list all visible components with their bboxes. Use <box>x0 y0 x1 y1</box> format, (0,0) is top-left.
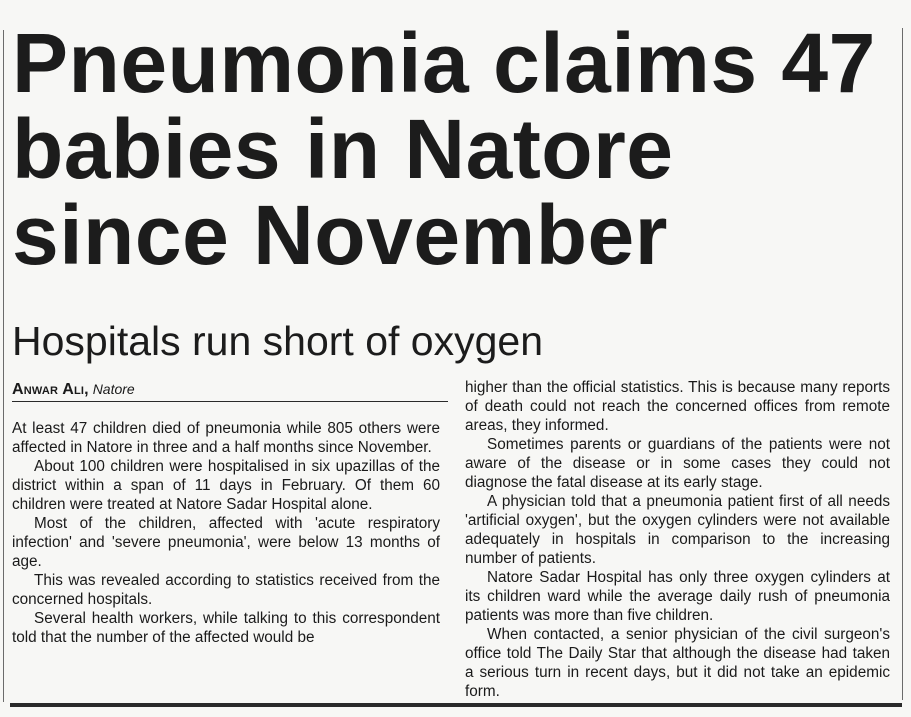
headline-line: since November <box>12 188 668 282</box>
article-paragraph: About 100 children were hospitalised in six upazillas of the district within a span of 11 days in February. Of them 60 children were treated at Natore Sadar Hospital alone. <box>12 458 440 513</box>
article-paragraph: Sometimes parents or guardians of the patients were not aware of the disease or in some cases they could not diagnose the fatal disease at its early stage. <box>465 436 890 491</box>
headline <box>12 16 892 282</box>
article-paragraph: higher than the official statistics. This is because many reports of death could not reach the concerned offices from remote areas, they informed. <box>465 379 890 434</box>
subheadline: Hospitals run short of oxygen <box>12 318 543 364</box>
article-paragraph: Most of the children, affected with 'acute respiratory infection' and 'severe pneumonia', were below 13 months of age. <box>12 515 440 570</box>
right-column-rule <box>902 28 903 700</box>
article-paragraph: At least 47 children died of pneumonia while 805 others were affected in Natore in three and a half months since November. <box>12 420 440 456</box>
byline-location: Natore <box>92 381 135 397</box>
bottom-rule <box>10 703 902 707</box>
article-column-left <box>12 419 440 647</box>
headline-line: Pneumonia claims 47 <box>12 16 876 110</box>
article-paragraph: A physician told that a pneumonia patient first of all needs 'artificial oxygen', but the oxygen cylinders were not available adequately in hospitals in comparison to the increasing number of patients. <box>465 493 890 567</box>
byline-divider <box>12 401 448 402</box>
byline <box>12 380 448 399</box>
article-paragraph: Several health workers, while talking to this correspondent told that the number of the affected would be <box>12 610 440 646</box>
article-paragraph: This was revealed according to statistics received from the concerned hospitals. <box>12 572 440 608</box>
headline-line: babies in Natore <box>12 102 674 196</box>
byline-author: Anwar Ali, <box>12 381 89 398</box>
article-column-right <box>465 378 890 701</box>
left-column-rule <box>3 30 4 702</box>
article-paragraph: Natore Sadar Hospital has only three oxygen cylinders at its children ward while the average daily rush of pneumonia patients was more than five children. <box>465 569 890 624</box>
article-paragraph: When contacted, a senior physician of the civil surgeon's office told The Daily Star that although the disease had taken a serious turn in recent days, but it did not take an epidemic form. <box>465 626 890 700</box>
